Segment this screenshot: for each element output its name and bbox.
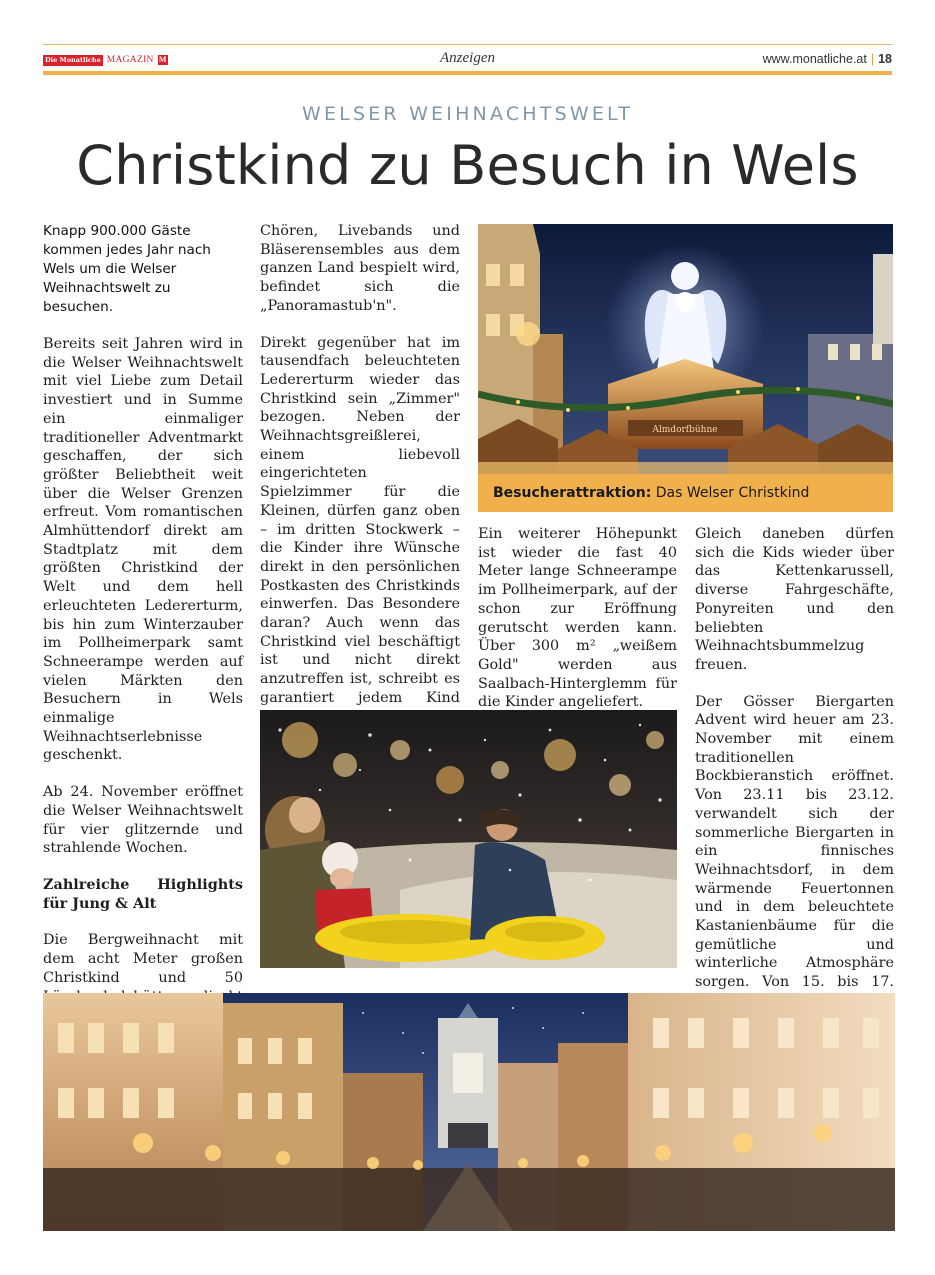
- paragraph: Ein weiterer Höhepunkt ist wieder die fast 40 Meter lange Schneerampe im Pollheimerpark, auf der schon zur Eröffnung gerutscht werden kann. Über 300 m² „weißem Gold" werden aus Saalbach-Hinterglemm für die Kinder angeliefert.: [478, 526, 677, 711]
- caption-text: Das Welser Christkind: [655, 485, 810, 501]
- section-label: Anzeigen: [440, 50, 495, 66]
- photo-snow-ramp: [260, 710, 677, 968]
- article-kicker: WELSER WEIHNACHTSWELT: [301, 103, 634, 125]
- text-column-2: [260, 222, 460, 744]
- photo-caption: [478, 474, 893, 512]
- logo-magazin: MAGAZIN: [106, 55, 154, 65]
- logo-letter-icon: M: [158, 55, 167, 64]
- almdorf-sign: Almdorfbühne: [652, 425, 718, 435]
- subheading: Zahlreiche Highlights für Jung & Alt: [43, 875, 243, 912]
- header-bottom-rule: [43, 71, 892, 75]
- paragraph: Chören, Livebands und Bläserensembles aus dem ganzen Land bespielt wird, befindet sich die „Panoramastub'n".: [260, 223, 460, 314]
- logo-wordmark: Die Monatliche: [45, 55, 101, 64]
- article-title: Christkind zu Besuch in Wels: [76, 134, 859, 197]
- text-column-1: [43, 222, 243, 1099]
- header-right: [763, 52, 892, 66]
- paragraph: Direkt gegenüber hat im tausendfach beleuchteten Ledererturm wieder das Christkind sein „Zimmer" bezogen. Neben der Weihnachtsgreißlerei, einem liebevoll eingerichteten Spielzimmer für die Kleinen, dürfen ganz oben – im dritten Stockwerk – die Kinder ihre Wünsche direkt in den persönlichen Postkasten des Christkinds einwerfen. Das Besondere daran? Auch wenn das Christkind viel beschäftigt ist und nicht direkt anzutreffen ist, schreibt es garantiert jedem Kind: [260, 334, 460, 706]
- caption-label: Besucherattraktion:: [493, 485, 652, 501]
- paragraph: Bereits seit Jahren wird in die Welser Weihnachtswelt mit viel Liebe zum Detail investiert und in Summe ein einmaliger traditioneller Adventmarkt geschaffen, der sich größter Beliebtheit weit über die Welser Grenzen erfreut. Vom romantischen Almhüttendorf direkt am Stadtplatz mit dem größten Christkind der Welt und dem hell erleuchteten Ledererturm, bis hin zum Winterzauber im Pollheimerpark samt Schneerampe werden auf vielen Märkten den Besuchern in Wels einmalige Weihnachtserlebnisse geschenkt.: [43, 336, 243, 764]
- paragraph: Gleich daneben dürfen sich die Kids wieder über das Kettenkarussell, diverse Fahrgeschäfte, Ponyreiten und den beliebten Weihnachtsbummelzug freuen.: [695, 526, 894, 673]
- header-separator: |: [870, 52, 875, 66]
- text-column-3: [478, 525, 677, 730]
- paragraph: Ab 24. November eröffnet die Welser Weihnachtswelt für vier glitzernde und strahlende Wochen.: [43, 784, 243, 857]
- article-lead: Knapp 900.000 Gäste kommen jedes Jahr nach Wels um die Welser Weihnachtswelt zu besuchen.: [43, 223, 211, 315]
- page-number: 18: [878, 52, 892, 66]
- paragraph-text: Der Gösser Biergarten Advent wird heuer am 23. November mit einem traditionellen Bockbieranstich eröffnet. Von 23.11 bis 23.12. verwandelt sich der sommerliche Biergarten in ein finnisches Weihnachtsdorf, in dem wärmende Feuertonnen und in dem beleuchtete Kastanienbäume für die gemütliche und winterliche Atmosphäre sorgen. Von 15. bis 17.: [695, 693, 894, 991]
- photo-town-panorama: [43, 993, 895, 1231]
- website-url: www.monatliche.at: [762, 52, 867, 66]
- paragraph: Die Bergweihnacht mit dem acht Meter großen Christkind und 50: [43, 932, 243, 986]
- photo-christkind: [478, 224, 893, 474]
- header-top-rule: [43, 44, 892, 45]
